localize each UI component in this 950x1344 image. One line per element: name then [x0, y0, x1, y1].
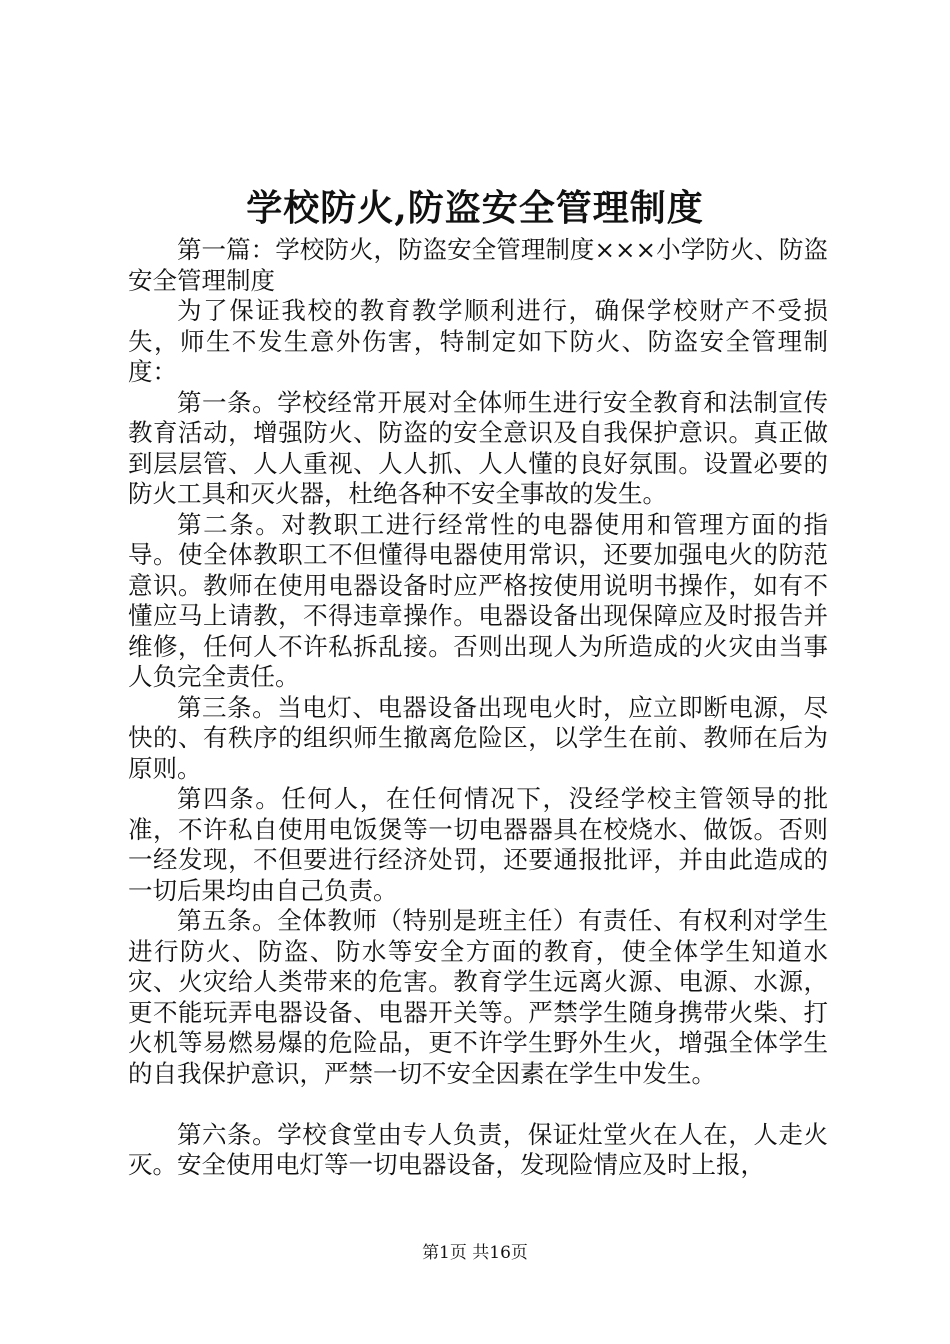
- paragraph-article-5: 第五条。全体教师（特别是班主任）有责任、有权利对学生进行防火、防盗、防水等安全方面的教育，使全体学生知道水灾、火灾给人类带来的危害。教育学生远离火源、电源、水源，更不能玩弄电器设备、电器开关等。严禁学生随身携带火柴、打火机等易燃易爆的危险品，更不许学生野外生火，增强全体学生的自我保护意识，严禁一切不安全因素在学生中发生。: [128, 906, 828, 1088]
- paragraph-article-3: 第三条。当电灯、电器设备出现电火时，应立即断电源，尽快的、有秩序的组织师生撤离危险区，以学生在前、教师在后为原则。: [128, 692, 828, 783]
- paragraph-article-4: 第四条。任何人，在任何情况下，没经学校主管领导的批准，不许私自使用电饭煲等一切电器器具在校烧水、做饭。否则一经发现，不但要进行经济处罚，还要通报批评，并由此造成的一切后果均由自己负责。: [128, 784, 828, 905]
- document-title: 学校防火,防盗安全管理制度: [246, 187, 704, 229]
- paragraph-article-6: 第六条。学校食堂由专人负责，保证灶堂火在人在，人走火灭。安全使用电灯等一切电器设备，发现险情应及时上报，: [128, 1119, 828, 1179]
- paragraph-article-2: 第二条。对教职工进行经常性的电器使用和管理方面的指导。使全体教职工不但懂得电器使用常识，还要加强电火的防范意识。教师在使用电器设备时应严格按使用说明书操作，如有不懂应马上请教，不得违章操作。电器设备出现保障应及时报告并维修，任何人不许私拆乱接。否则出现人为所造成的火灾由当事人负完全责任。: [128, 509, 828, 691]
- document-body: [128, 235, 828, 1181]
- paragraph-article-1: 第一条。学校经常开展对全体师生进行安全教育和法制宣传教育活动，增强防火、防盗的安全意识及自我保护意识。真正做到层层管、人人重视、人人抓、人人懂的良好氛围。设置必要的防火工具和灭火器，杜绝各种不安全事故的发生。: [128, 387, 828, 508]
- page-footer: 第1页 共16页: [422, 1243, 528, 1263]
- paragraph-intro: 第一篇：学校防火，防盗安全管理制度×××小学防火、防盗安全管理制度: [128, 235, 828, 295]
- paragraph-purpose: 为了保证我校的教育教学顺利进行，确保学校财产不受损失，师生不发生意外伤害，特制定如下防火、防盗安全管理制度：: [128, 296, 828, 386]
